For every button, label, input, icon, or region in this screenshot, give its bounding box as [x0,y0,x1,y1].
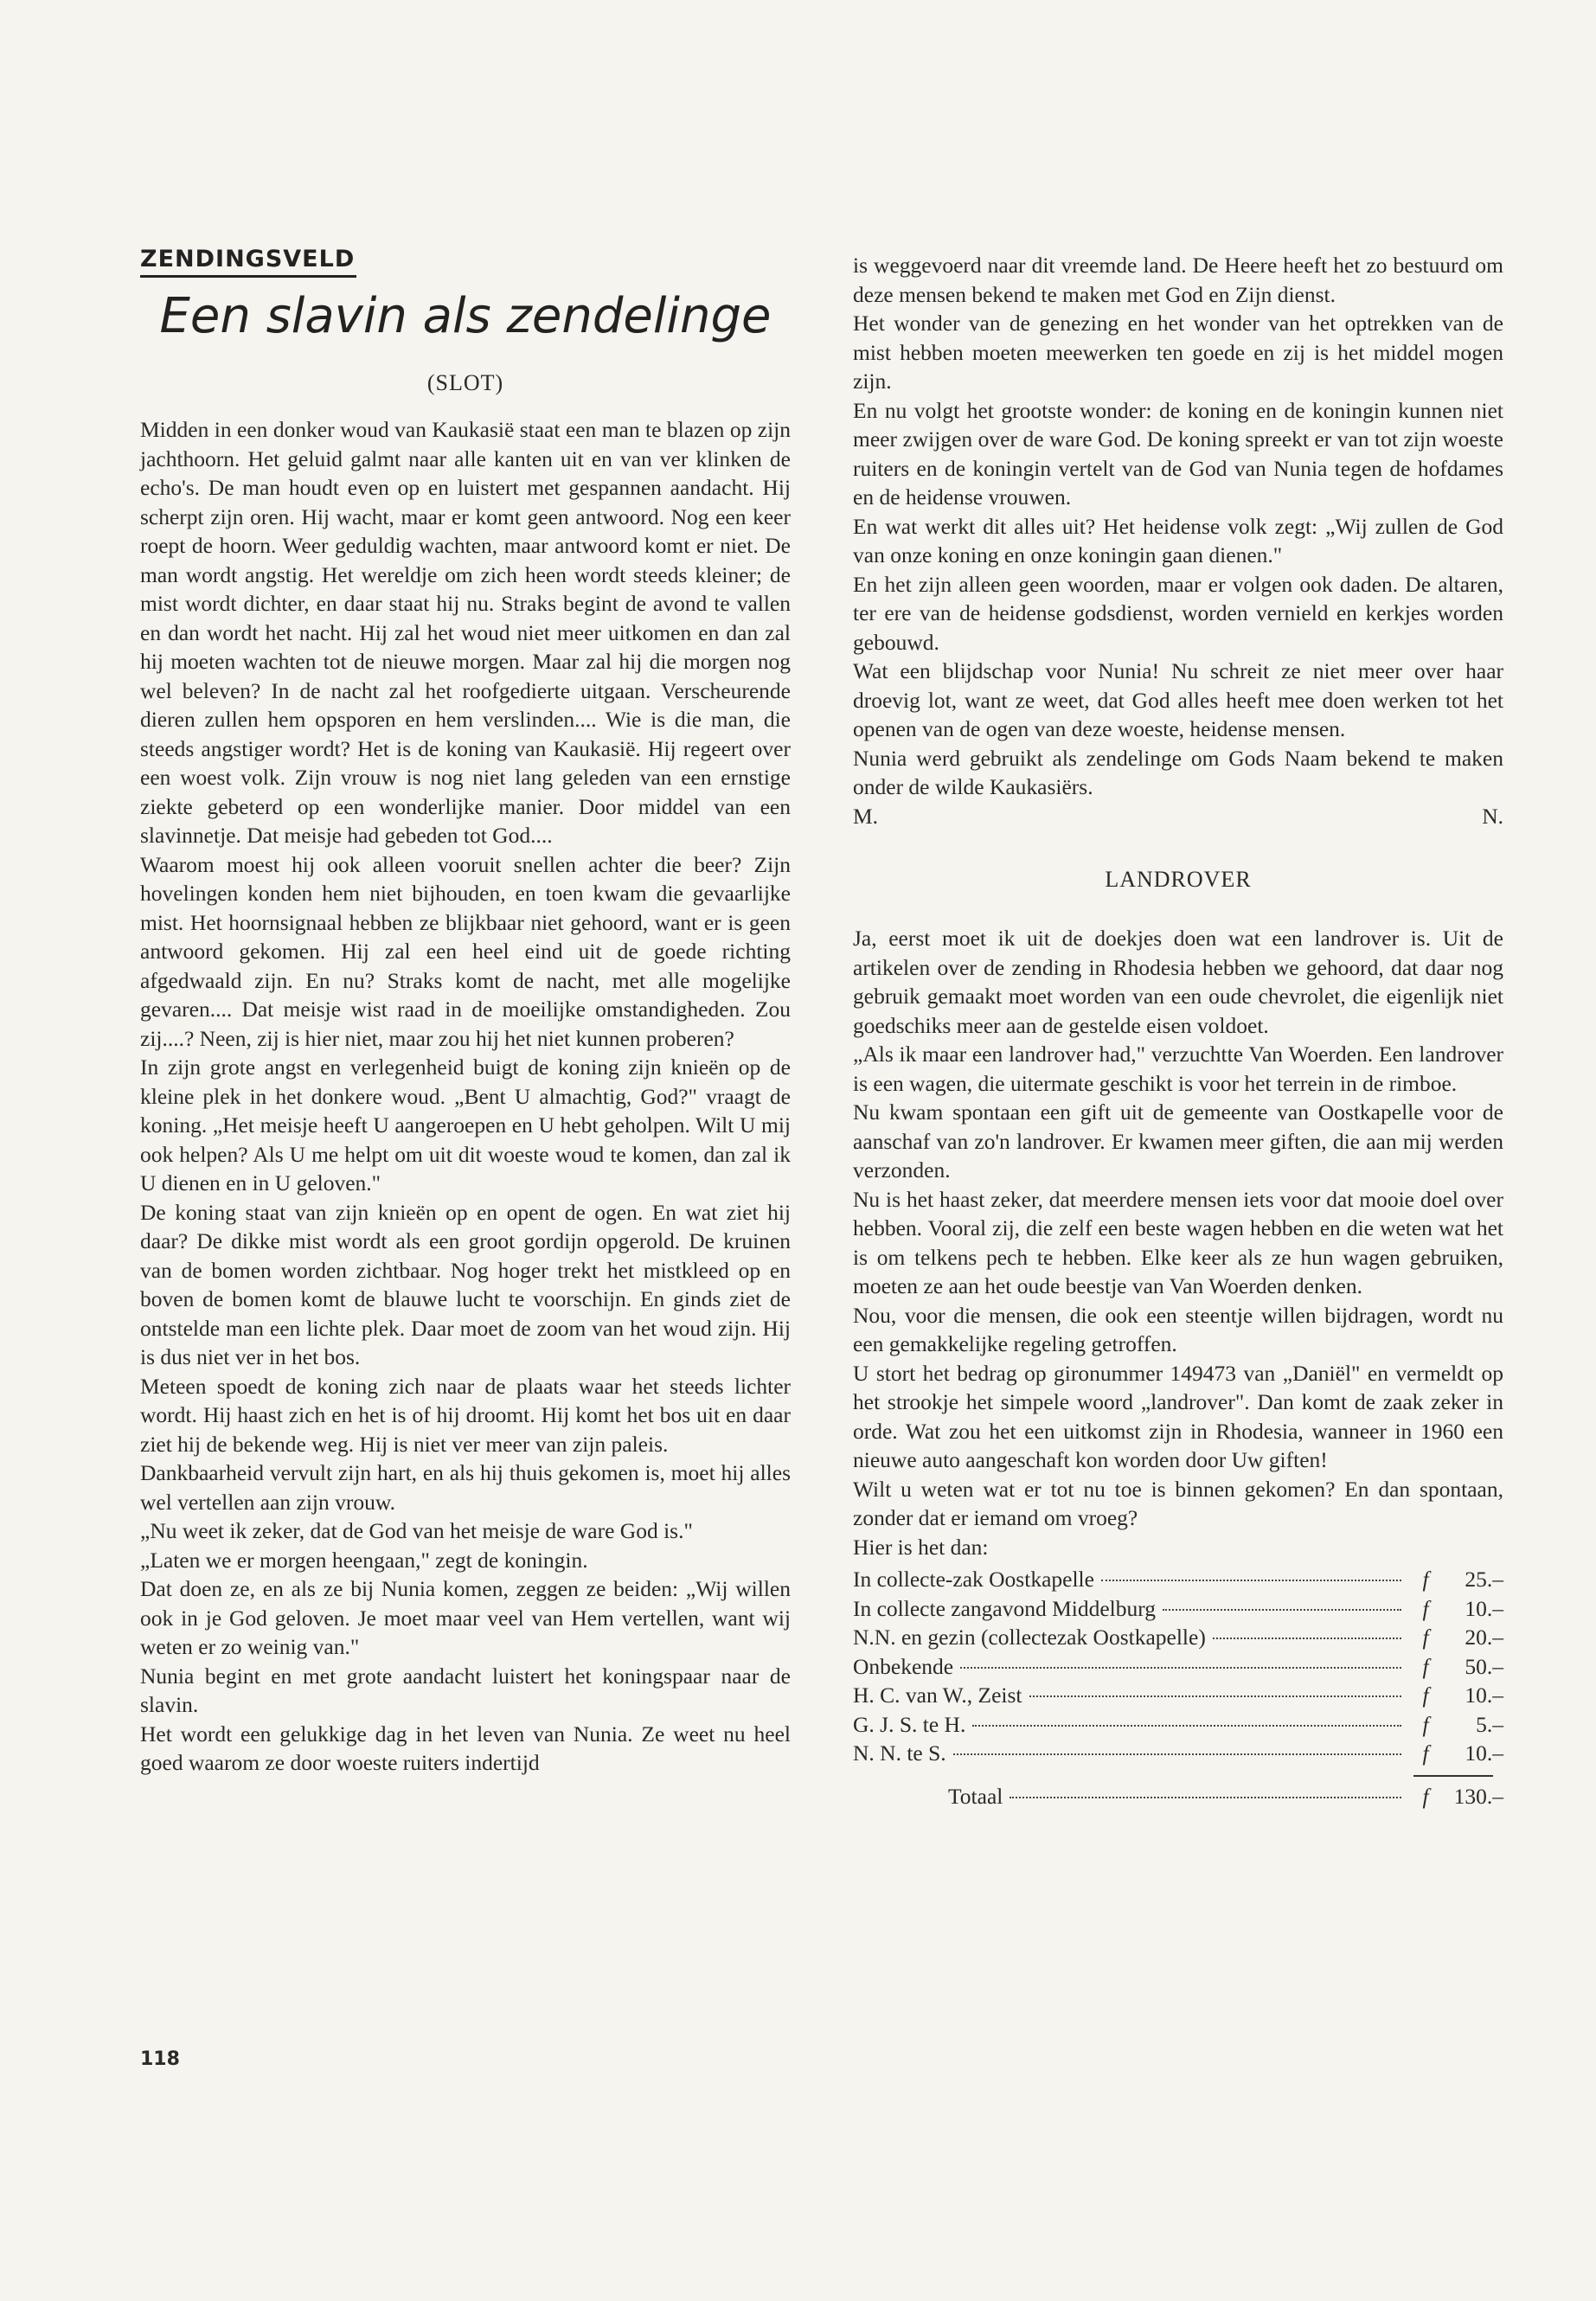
gift-label: N. N. te S. [853,1740,946,1766]
paragraph: Nu kwam spontaan een gift uit de gemeente van Oostkapelle voor de aanschaf van zo'n landrover. Er kwamen meer giften, die aan mij werden verzonden. [853,1099,1503,1183]
gift-row [853,1712,1503,1741]
paragraph: Hier is het dan: [853,1534,989,1560]
dot-leader [1010,1797,1401,1798]
dot-leader [1029,1695,1402,1697]
paragraph: Nunia begint en met grote aandacht luistert het koningspaar naar de slavin. [140,1663,791,1717]
gift-row [853,1625,1503,1654]
paragraph: Wilt u weten wat er tot nu toe is binnen gekomen? En dan spontaan, zonder dat er iemand om vroeg? [853,1476,1503,1530]
gift-amount: 10.– [1465,1740,1503,1766]
section-label: ZENDINGSVELD [140,246,356,278]
gift-amount: 10.– [1465,1595,1503,1621]
gift-amount: 10.– [1465,1682,1503,1708]
dot-leader [1213,1638,1401,1639]
gift-row [853,1567,1503,1596]
paragraph: Dat doen ze, en als ze bij Nunia komen, zeggen ze beiden: „Wij willen ook in je God geloven. Je moet maar veel van Hem vertellen, want wij weten er zo weinig van." [140,1576,791,1659]
page-number: 118 [140,2048,180,2070]
paragraph: De koning staat van zijn knieën op en opent de ogen. En wat ziet hij daar? De dikke mist wordt als een groot gordijn opgerold. De kruinen van de bomen worden zichtbaar. Nog hoger trekt het mistkleed op en boven de bomen komt de blauwe lucht te voorschijn. En ginds ziet de ontstelde man een lichte plek. Daar moet de zoom van het woud zijn. Hij is dus niet ver in het bos. [140,1199,791,1369]
gift-row [853,1682,1503,1712]
paragraph: Het wordt een gelukkige dag in het leven van Nunia. Ze weet nu heel goed waarom ze door woeste ruiters indertijd [140,1721,791,1775]
signature-right: N. [1482,803,1503,829]
paragraph: En wat werkt dit alles uit? Het heidense volk zegt: „Wij zullen de God van onze koning en onze koningin gaan dienen." [853,513,1503,567]
gift-label: Onbekende [853,1653,954,1679]
total-currency: f [1422,1783,1429,1809]
right-column [853,251,1503,1812]
gift-currency: f [1422,1711,1429,1737]
total-row [853,1784,1503,1813]
gift-row [853,1654,1503,1683]
paragraph: Nou, voor die mensen, die ook een steentje willen bijdragen, wordt nu een gemakkelijke regeling getroffen. [853,1302,1503,1356]
gift-currency: f [1422,1595,1429,1621]
paragraph: „Nu weet ik zeker, dat de God van het meisje de ware God is." [140,1518,693,1543]
gift-amount: 50.– [1465,1653,1503,1679]
paragraph: Dankbaarheid vervult zijn hart, en als hij thuis gekomen is, moet hij alles wel vertellen aan zijn vrouw. [140,1460,791,1515]
signature-left: M. [853,803,879,829]
total-label: Totaal [948,1783,1003,1809]
dot-leader [953,1753,1401,1755]
total-rule [1413,1775,1493,1777]
dot-leader [1163,1609,1401,1611]
signature [853,802,1503,831]
gift-row [853,1740,1503,1770]
dot-leader [972,1725,1401,1727]
paragraph: Waarom moest hij ook alleen vooruit snellen achter die beer? Zijn hovelingen konden hem niet bijhouden, en toen kwam die gevaarlijke mist. Het hoornsignaal hebben ze blijkbaar niet gehoord, want er is geen antwoord gekomen. Hij zal een heel eind uit de goede richting afgedwaald zijn. En nu? Straks komt de nacht, met alle mogelijke gevaren.... Dat meisje wist raad in de moeilijke omstandigheden. Zou zij....? Neen, zij is hier niet, maar zou hij het niet kunnen proberen? [140,851,791,1051]
paragraph: is weggevoerd naar dit vreemde land. De Heere heeft het zo bestuurd om deze mensen bekend te maken met God en Zijn dienst. [853,253,1503,307]
gift-currency: f [1422,1682,1429,1708]
dot-leader [1101,1580,1401,1581]
paragraph: Midden in een donker woud van Kaukasië staat een man te blazen op zijn jachthoorn. Het geluid galmt naar alle kanten uit en van ver klinken de echo's. De man houdt even op en luistert met gespannen aandacht. Hij scherpt zijn oren. Hij wacht, maar er komt geen antwoord. Nog een keer roept de hoorn. Weer geduldig wachten, maar antwoord komt er niet. De man wordt angstig. Het wereldje om zich heen wordt steeds kleiner; de mist wordt dichter, en daar staat hij nu. Straks begint de avond te vallen en dan wordt het nacht. Hij zal het woud niet meer uitkomen en dan zal hij moeten wachten tot de nieuwe morgen. Maar zal hij die morgen nog wel beleven? In de nacht zal het roofgedierte uitgaan. Verscheurende dieren zullen hem opsporen en hem verslinden.... Wie is die man, die steeds angstiger wordt? Het is de koning van Kaukasië. Hij regeert over een woest volk. Zijn vrouw is nog niet lang geleden van een ernstige ziekte gebeterd op een wonderlijke manier. Door middel van een slavinnetje. Dat meisje had gebeden tot God.... [140,417,791,848]
paragraph: Het wonder van de genezing en het wonder van het optrekken van de mist hebben moeten meewerken ten goede en zij is het middel mogen zijn. [853,311,1503,394]
paragraph: U stort het bedrag op gironummer 149473 van „Daniël" en vermeldt op het strookje het simpele woord „landrover". Dan komt de zaak zeker in orde. Wat zou het een uitkomst zijn in Rhodesia, wanneer in 1960 een nieuwe auto aangeschaft kon worden door Uw giften! [853,1360,1503,1472]
paragraph: „Als ik maar een landrover had," verzuchtte Van Woerden. Een landrover is een wagen, die uitermate geschikt is voor het terrein in de rimboe. [853,1042,1503,1096]
paragraph: Nu is het haast zeker, dat meerdere mensen iets voor dat mooie doel over hebben. Vooral zij, die zelf een beste wagen hebben en die weten wat het is om telkens pech te hebben. Elke keer als ze hun wagen gebruiken, moeten ze aan het oude beestje van Van Woerden denken. [853,1186,1503,1298]
dot-leader [960,1667,1401,1669]
paragraph: „Laten we er morgen heengaan," zegt de koningin. [140,1547,588,1573]
gift-label: In collecte zangavond Middelburg [853,1595,1157,1621]
gifts-table [853,1567,1503,1812]
gift-amount: 25.– [1465,1567,1503,1592]
left-column [140,415,791,1778]
gift-label: In collecte-zak Oostkapelle [853,1567,1094,1592]
gift-currency: f [1422,1653,1429,1679]
article-title: Een slavin als zendelinge [159,288,772,344]
gift-currency: f [1422,1567,1429,1592]
gift-currency: f [1422,1625,1429,1650]
paragraph: In zijn grote angst en verlegenheid buigt de koning zijn knieën op de kleine plek in het donkere woud. „Bent U almachtig, God?" vraagt de koning. „Het meisje heeft U aangeroepen en U hebt geholpen. Wilt U mij ook helpen? Als U me helpt om uit dit woeste woud te komen, dan zal ik U dienen en in U geloven." [140,1054,791,1195]
gift-currency: f [1422,1740,1429,1766]
paragraph: Ja, eerst moet ik uit de doekjes doen wat een landrover is. Uit de artikelen over de zending in Rhodesia hebben we gehoord, dat daar nog gebruik gemaakt moet worden van een oude chevrolet, die eigenlijk niet goedschiks meer aan de gestelde eisen voldoet. [853,926,1503,1038]
total-amount: 130.– [1453,1783,1503,1809]
paragraph: Nunia werd gebruikt als zendelinge om Gods Naam bekend te maken onder de wilde Kaukasiërs. [853,745,1503,799]
gift-label: N.N. en gezin (collectezak Oostkapelle) [853,1625,1206,1650]
gift-amount: 20.– [1465,1625,1503,1650]
landrover-heading: LANDROVER [1105,867,1252,892]
paragraph: Meteen spoedt de koning zich naar de plaats waar het steeds lichter wordt. Hij haast zich en het is of hij droomt. Hij komt het bos uit en daar ziet hij de bekende weg. Hij is niet ver meer van zijn paleis. [140,1373,791,1457]
gift-label: H. C. van W., Zeist [853,1682,1022,1708]
paragraph: En nu volgt het grootste wonder: de koning en de koningin kunnen niet meer zwijgen over de ware God. De koning spreekt er van tot zijn woeste ruiters en de koningin vertelt van de God van Nunia tegen de hofdames en de heidense vrouwen. [853,397,1503,510]
gift-amount: 5.– [1476,1711,1503,1737]
paragraph: Wat een blijdschap voor Nunia! Nu schreit ze niet meer over haar droevig lot, want ze weet, dat God alles heeft mee doen werken tot het openen van de ogen van deze woeste, heidense mensen. [853,658,1503,741]
paragraph: En het zijn alleen geen woorden, maar er volgen ook daden. De altaren, ter ere van de heidense godsdienst, worden vernield en kerkjes worden gebouwd. [853,571,1503,655]
gift-row [853,1596,1503,1625]
article-subtitle: (SLOT) [426,370,504,395]
gift-label: G. J. S. te H. [853,1711,966,1737]
